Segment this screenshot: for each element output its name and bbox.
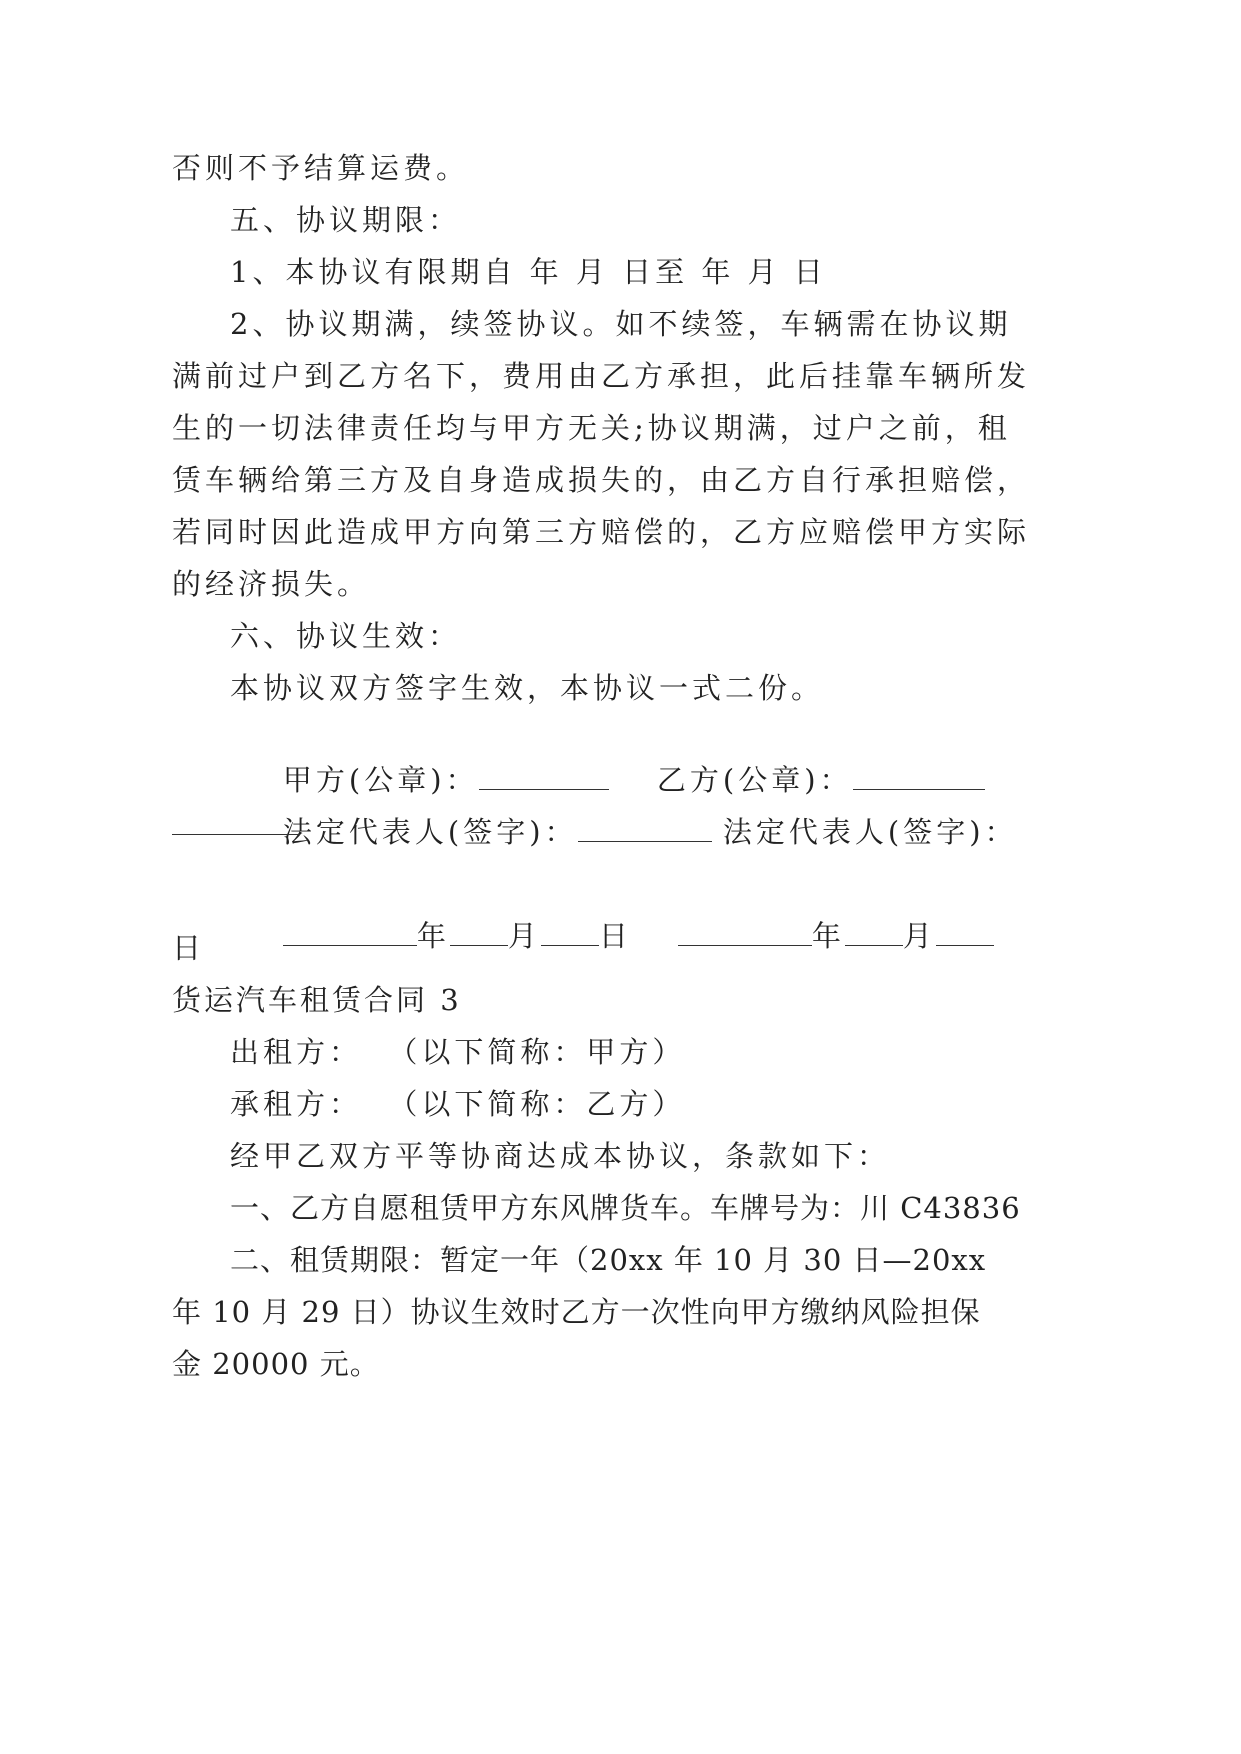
clause-1: 一、乙方自愿租赁甲方东风牌货车。车牌号为：川 C43836 <box>230 1191 1021 1225</box>
text-line: 满前过户到乙方名下，费用由乙方承担，此后挂靠车辆所发 <box>172 359 1031 393</box>
signature-row-rep-b <box>670 772 1018 892</box>
day-label-wrapped: 日 <box>172 931 206 965</box>
rep-b-label: 法定代表人(签字)： <box>722 815 1018 849</box>
date-row-b <box>625 876 994 996</box>
text-line: 1、本协议有限期自 年 月 日至 年 月 日 <box>230 255 827 289</box>
clause-2-line-2: 年 10 月 29 日）协议生效时乙方一次性向甲方缴纳风险担保 <box>172 1295 981 1329</box>
lessor-line: 出租方： （以下简称：甲方） <box>230 1035 686 1069</box>
lessee-line: 承租方： （以下简称：乙方） <box>230 1087 686 1121</box>
rep-a-label: 法定代表人(签字)： <box>282 815 578 849</box>
year-blank <box>678 919 812 946</box>
text-line: 赁车辆给第三方及自身造成损失的，由乙方自行承担赔偿， <box>172 463 1031 497</box>
text-line: 否则不予结算运费。 <box>172 151 470 185</box>
year-label: 年 <box>416 919 450 953</box>
party-a-seal-label: 甲方(公章)： <box>282 763 479 797</box>
rep-b-blank <box>172 834 300 835</box>
month-label: 月 <box>507 919 541 953</box>
section-heading: 五、协议期限： <box>230 203 462 237</box>
intro-line: 经甲乙双方平等协商达成本协议，条款如下： <box>230 1139 891 1173</box>
section-heading: 六、协议生效： <box>230 619 462 653</box>
year-blank <box>283 919 417 946</box>
party-b-seal-label: 乙方(公章)： <box>656 763 853 797</box>
date-row-a <box>230 876 632 996</box>
month-blank <box>845 919 903 946</box>
text-line: 若同时因此造成甲方向第三方赔偿的，乙方应赔偿甲方实际 <box>172 515 1031 549</box>
text-line: 的经济损失。 <box>172 567 371 601</box>
text-line: 生的一切法律责任均与甲方无关;协议期满，过户之前，租 <box>172 411 1011 445</box>
day-blank <box>936 919 994 946</box>
day-blank <box>541 919 599 946</box>
contract-title: 货运汽车租赁合同 3 <box>172 983 462 1017</box>
clause-2-line-1: 二、租赁期限：暂定一年（20xx 年 10 月 30 日—20xx <box>230 1243 987 1277</box>
year-label: 年 <box>811 919 845 953</box>
day-label: 日 <box>598 919 632 953</box>
month-label: 月 <box>902 919 936 953</box>
text-line: 本协议双方签字生效，本协议一式二份。 <box>230 671 825 705</box>
text-line: 2、协议期满，续签协议。如不续签，车辆需在协议期 <box>230 307 1012 341</box>
signature-row-rep <box>230 772 712 892</box>
month-blank <box>450 919 508 946</box>
clause-2-line-3: 金 20000 元。 <box>172 1347 380 1381</box>
